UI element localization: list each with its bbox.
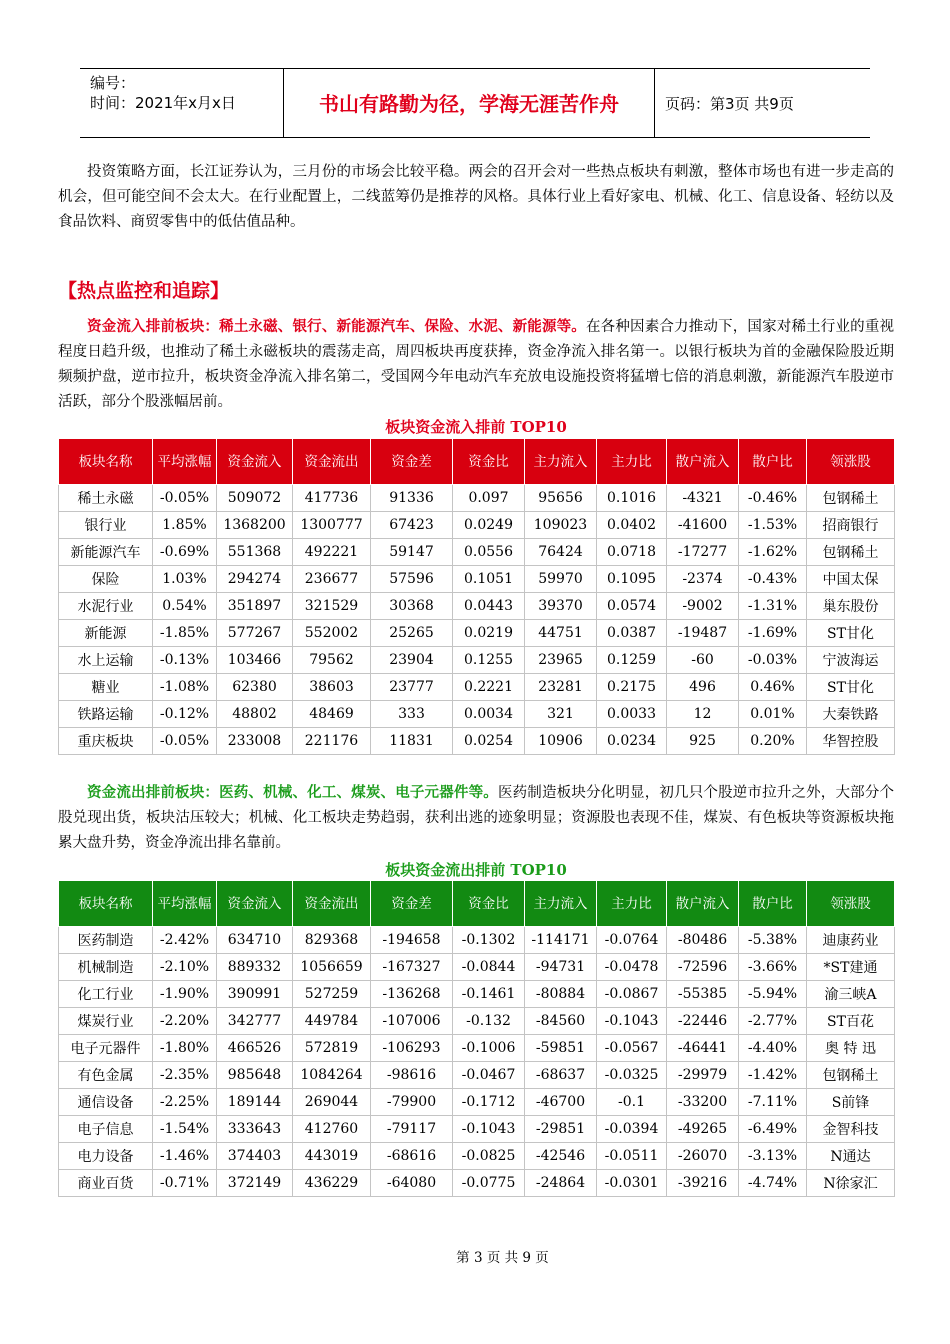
table-cell: 62380: [217, 674, 293, 701]
table-row: [59, 954, 895, 981]
intro-paragraph: 投资策略方面，长江证券认为，三月份的市场会比较平稳。两会的召开会对一些热点板块有刺激，整体市场也有进一步走高的机会，但可能空间不会太大。在行业配置上，二线蓝筹仍是推荐的风格。具体行业上看好家电、机械、化工、信息设备、轻纺以及食品饮料、商贸零售中的低估值品种。: [58, 164, 894, 230]
table-cell: 0.0718: [597, 539, 667, 566]
table-row: [59, 1170, 895, 1197]
table-cell: 527259: [293, 981, 371, 1008]
table-row: [59, 1116, 895, 1143]
table-cell: 23281: [525, 674, 597, 701]
column-header: 主力流入: [525, 881, 597, 927]
table-cell: 铁路运输: [59, 701, 153, 728]
table-cell: 0.0034: [453, 701, 525, 728]
table-cell: -106293: [371, 1035, 453, 1062]
table-cell: -33200: [667, 1089, 739, 1116]
table-cell: 0.0033: [597, 701, 667, 728]
table-cell: -2.35%: [153, 1062, 217, 1089]
table-cell: -68616: [371, 1143, 453, 1170]
table-cell: -22446: [667, 1008, 739, 1035]
column-header: 散户比: [739, 439, 807, 485]
table-row: [59, 674, 895, 701]
table-cell: 0.2221: [453, 674, 525, 701]
table-cell: 0.01%: [739, 701, 807, 728]
table-cell: -80884: [525, 981, 597, 1008]
table-cell: -0.71%: [153, 1170, 217, 1197]
table-cell: 0.46%: [739, 674, 807, 701]
table-cell: 水泥行业: [59, 593, 153, 620]
table-cell: S前锋: [807, 1089, 895, 1116]
table-cell: 59147: [371, 539, 453, 566]
table-cell: -0.0325: [597, 1062, 667, 1089]
inflow-table-title: 板块资金流入排前 TOP10: [385, 418, 567, 436]
table-cell: 0.1016: [597, 485, 667, 512]
table-cell: -72596: [667, 954, 739, 981]
table-cell: 中国太保: [807, 566, 895, 593]
table-row: [59, 512, 895, 539]
column-header: 板块名称: [59, 881, 153, 927]
table-cell: 0.0402: [597, 512, 667, 539]
table-cell: 39370: [525, 593, 597, 620]
table-cell: -0.0844: [453, 954, 525, 981]
table-cell: 11831: [371, 728, 453, 755]
table-cell: 包钢稀土: [807, 539, 895, 566]
table-cell: -2.42%: [153, 927, 217, 954]
table-cell: -6.49%: [739, 1116, 807, 1143]
inflow-text: 在各种因素合力推动下，国家对稀土行业的重视程度日趋升级，也推动了稀土永磁板块的震荡走高，周四板块再度获捧，资金净流入排名第一。以银行板块为首的金融保险股近期频频护盘，逆市拉升，板块资金净流入排名第二，受国网今年电动汽车充放电设施投资将猛增七倍的消息刺激，新能源汽车股逆市活跃，部分个股涨幅居前。: [58, 319, 895, 410]
table-cell: -0.03%: [739, 647, 807, 674]
table-cell: 829368: [293, 927, 371, 954]
column-header: 资金差: [371, 881, 453, 927]
table-cell: -0.43%: [739, 566, 807, 593]
table-cell: -107006: [371, 1008, 453, 1035]
table-cell: -7.11%: [739, 1089, 807, 1116]
table-cell: -4321: [667, 485, 739, 512]
table-cell: -1.80%: [153, 1035, 217, 1062]
table-row: [59, 728, 895, 755]
table-cell: -29851: [525, 1116, 597, 1143]
table-cell: 渝三峡A: [807, 981, 895, 1008]
table-cell: -1.69%: [739, 620, 807, 647]
column-header: 平均涨幅: [153, 881, 217, 927]
table-cell: 374403: [217, 1143, 293, 1170]
table-cell: -94731: [525, 954, 597, 981]
table-cell: -2.25%: [153, 1089, 217, 1116]
table-cell: 迪康药业: [807, 927, 895, 954]
table-cell: -4.40%: [739, 1035, 807, 1062]
table-cell: 492221: [293, 539, 371, 566]
table-cell: 436229: [293, 1170, 371, 1197]
table-cell: -84560: [525, 1008, 597, 1035]
table-cell: 12: [667, 701, 739, 728]
column-header: 散户比: [739, 881, 807, 927]
table-cell: 0.097: [453, 485, 525, 512]
table-cell: 0.2175: [597, 674, 667, 701]
table-cell: 商业百货: [59, 1170, 153, 1197]
table-cell: 925: [667, 728, 739, 755]
table-cell: -0.0394: [597, 1116, 667, 1143]
table-cell: 889332: [217, 954, 293, 981]
table-cell: -46700: [525, 1089, 597, 1116]
table-cell: -19487: [667, 620, 739, 647]
table-cell: 572819: [293, 1035, 371, 1062]
table-cell: -0.1006: [453, 1035, 525, 1062]
table-cell: -26070: [667, 1143, 739, 1170]
table-cell: -0.0301: [597, 1170, 667, 1197]
table-cell: 10906: [525, 728, 597, 755]
table-cell: 1.85%: [153, 512, 217, 539]
table-cell: 233008: [217, 728, 293, 755]
table-cell: -39216: [667, 1170, 739, 1197]
header-divider: [654, 69, 655, 137]
table-cell: -68637: [525, 1062, 597, 1089]
table-cell: -0.1712: [453, 1089, 525, 1116]
table-cell: -1.90%: [153, 981, 217, 1008]
table-cell: -0.0511: [597, 1143, 667, 1170]
table-cell: -0.132: [453, 1008, 525, 1035]
table-cell: 333643: [217, 1116, 293, 1143]
table-cell: -64080: [371, 1170, 453, 1197]
table-cell: 95656: [525, 485, 597, 512]
table-cell: 银行业: [59, 512, 153, 539]
table-cell: 189144: [217, 1089, 293, 1116]
table-cell: 0.0443: [453, 593, 525, 620]
table-cell: 电子信息: [59, 1116, 153, 1143]
table-cell: -0.1: [597, 1089, 667, 1116]
table-cell: -1.53%: [739, 512, 807, 539]
table-cell: 412760: [293, 1116, 371, 1143]
table-cell: 23965: [525, 647, 597, 674]
table-cell: 通信设备: [59, 1089, 153, 1116]
table-cell: 华智控股: [807, 728, 895, 755]
table-cell: 糖业: [59, 674, 153, 701]
column-header: 资金流入: [217, 439, 293, 485]
table-cell: 103466: [217, 647, 293, 674]
table-cell: -3.66%: [739, 954, 807, 981]
table-cell: -0.0775: [453, 1170, 525, 1197]
table-cell: 奥 特 迅: [807, 1035, 895, 1062]
table-cell: 包钢稀土: [807, 1062, 895, 1089]
table-cell: 0.1051: [453, 566, 525, 593]
table-cell: 电子元器件: [59, 1035, 153, 1062]
table-cell: -0.0478: [597, 954, 667, 981]
page-header: [80, 68, 870, 138]
table-cell: -79117: [371, 1116, 453, 1143]
column-header: 主力比: [597, 881, 667, 927]
table-cell: 煤炭行业: [59, 1008, 153, 1035]
table-cell: 重庆板块: [59, 728, 153, 755]
table-cell: -0.0567: [597, 1035, 667, 1062]
table-cell: -0.0867: [597, 981, 667, 1008]
table-cell: 372149: [217, 1170, 293, 1197]
table-cell: 390991: [217, 981, 293, 1008]
table-row: [59, 539, 895, 566]
table-cell: 0.0556: [453, 539, 525, 566]
table-row: [59, 1062, 895, 1089]
section-title: 【热点监控和追踪】: [58, 280, 230, 302]
table-cell: 宁波海运: [807, 647, 895, 674]
table-cell: -0.13%: [153, 647, 217, 674]
table-cell: -46441: [667, 1035, 739, 1062]
table-cell: -0.69%: [153, 539, 217, 566]
table-cell: -1.85%: [153, 620, 217, 647]
table-cell: 医药制造: [59, 927, 153, 954]
table-cell: -3.13%: [739, 1143, 807, 1170]
table-cell: -60: [667, 647, 739, 674]
table-cell: -1.31%: [739, 593, 807, 620]
table-cell: 57596: [371, 566, 453, 593]
table-cell: 985648: [217, 1062, 293, 1089]
table-cell: 巢东股份: [807, 593, 895, 620]
table-cell: -29979: [667, 1062, 739, 1089]
table-row: [59, 927, 895, 954]
table-cell: 大秦铁路: [807, 701, 895, 728]
table-cell: 化工行业: [59, 981, 153, 1008]
table-cell: -0.1302: [453, 927, 525, 954]
column-header: 领涨股: [807, 881, 895, 927]
table-cell: 321529: [293, 593, 371, 620]
table-cell: 1300777: [293, 512, 371, 539]
doc-time-label: 时间：2021年x月x日: [90, 94, 236, 112]
table-cell: 有色金属: [59, 1062, 153, 1089]
table-cell: 236677: [293, 566, 371, 593]
table-cell: 496: [667, 674, 739, 701]
table-cell: 38603: [293, 674, 371, 701]
table-cell: ST百花: [807, 1008, 895, 1035]
inflow-paragraph: [58, 314, 894, 415]
page-footer: 第 3 页 共 9 页: [456, 1250, 549, 1266]
column-header: 平均涨幅: [153, 439, 217, 485]
table-cell: -2.77%: [739, 1008, 807, 1035]
column-header: 资金流出: [293, 439, 371, 485]
table-cell: 0.0249: [453, 512, 525, 539]
table-cell: 417736: [293, 485, 371, 512]
table-row: [59, 566, 895, 593]
table-cell: 109023: [525, 512, 597, 539]
header-meta: [90, 73, 285, 113]
table-cell: -0.0764: [597, 927, 667, 954]
table-cell: -0.0825: [453, 1143, 525, 1170]
table-cell: 342777: [217, 1008, 293, 1035]
table-row: [59, 620, 895, 647]
table-row: [59, 1089, 895, 1116]
table-cell: 新能源: [59, 620, 153, 647]
table-cell: 76424: [525, 539, 597, 566]
table-cell: -5.38%: [739, 927, 807, 954]
table-cell: 保险: [59, 566, 153, 593]
table-cell: 0.0234: [597, 728, 667, 755]
column-header: 散户流入: [667, 881, 739, 927]
table-cell: -79900: [371, 1089, 453, 1116]
table-cell: 稀土永磁: [59, 485, 153, 512]
inflow-table: [58, 438, 895, 755]
table-cell: 0.0219: [453, 620, 525, 647]
table-cell: 0.1095: [597, 566, 667, 593]
table-cell: -2.20%: [153, 1008, 217, 1035]
table-cell: -167327: [371, 954, 453, 981]
column-header: 主力比: [597, 439, 667, 485]
table-cell: 221176: [293, 728, 371, 755]
table-cell: -0.0467: [453, 1062, 525, 1089]
table-cell: 1368200: [217, 512, 293, 539]
table-cell: N徐家汇: [807, 1170, 895, 1197]
table-cell: -42546: [525, 1143, 597, 1170]
table-cell: 0.0254: [453, 728, 525, 755]
doc-number-label: 编号：: [90, 74, 136, 92]
outflow-paragraph: [58, 780, 894, 856]
header-page-info: 页码：第3页 共9页: [665, 95, 794, 113]
table-cell: 48469: [293, 701, 371, 728]
table-row: [59, 701, 895, 728]
table-cell: -0.1043: [453, 1116, 525, 1143]
table-cell: 机械制造: [59, 954, 153, 981]
column-header: 资金差: [371, 439, 453, 485]
table-cell: 509072: [217, 485, 293, 512]
table-row: [59, 485, 895, 512]
table-cell: 金智科技: [807, 1116, 895, 1143]
column-header: 资金流出: [293, 881, 371, 927]
table-cell: -1.42%: [739, 1062, 807, 1089]
table-cell: 0.0574: [597, 593, 667, 620]
table-cell: 294274: [217, 566, 293, 593]
outflow-lead: 资金流出排前板块：医药、机械、化工、煤炭、电子元器件等。: [87, 784, 498, 801]
table-cell: 水上运输: [59, 647, 153, 674]
table-cell: -5.94%: [739, 981, 807, 1008]
table-cell: 333: [371, 701, 453, 728]
table-cell: -114171: [525, 927, 597, 954]
table-cell: -24864: [525, 1170, 597, 1197]
table-cell: 1056659: [293, 954, 371, 981]
outflow-table: [58, 880, 895, 1197]
table-row: [59, 981, 895, 1008]
table-cell: 0.1255: [453, 647, 525, 674]
table-cell: 招商银行: [807, 512, 895, 539]
table-cell: 551368: [217, 539, 293, 566]
table-cell: ST甘化: [807, 620, 895, 647]
table-cell: 59970: [525, 566, 597, 593]
table-cell: -1.08%: [153, 674, 217, 701]
table-cell: 0.54%: [153, 593, 217, 620]
table-cell: 321: [525, 701, 597, 728]
table-cell: 577267: [217, 620, 293, 647]
table-cell: -0.05%: [153, 485, 217, 512]
column-header: 资金比: [453, 439, 525, 485]
table-cell: -2.10%: [153, 954, 217, 981]
table-cell: 449784: [293, 1008, 371, 1035]
column-header: 资金比: [453, 881, 525, 927]
table-cell: 466526: [217, 1035, 293, 1062]
table-cell: *ST建通: [807, 954, 895, 981]
table-cell: -1.46%: [153, 1143, 217, 1170]
table-cell: 1084264: [293, 1062, 371, 1089]
table-cell: -98616: [371, 1062, 453, 1089]
table-cell: -0.05%: [153, 728, 217, 755]
table-cell: 新能源汽车: [59, 539, 153, 566]
table-row: [59, 593, 895, 620]
column-header: 领涨股: [807, 439, 895, 485]
header-motto: 书山有路勤为径，学海无涯苦作舟: [319, 92, 619, 116]
table-cell: 79562: [293, 647, 371, 674]
outflow-table-title: 板块资金流出排前 TOP10: [385, 861, 567, 879]
table-cell: -59851: [525, 1035, 597, 1062]
table-row: [59, 1035, 895, 1062]
table-cell: 552002: [293, 620, 371, 647]
table-row: [59, 1143, 895, 1170]
table-cell: 23777: [371, 674, 453, 701]
table-cell: 351897: [217, 593, 293, 620]
table-cell: ST甘化: [807, 674, 895, 701]
table-cell: 269044: [293, 1089, 371, 1116]
table-cell: -4.74%: [739, 1170, 807, 1197]
table-cell: 91336: [371, 485, 453, 512]
table-cell: -0.1043: [597, 1008, 667, 1035]
table-cell: -17277: [667, 539, 739, 566]
table-cell: 0.1259: [597, 647, 667, 674]
table-row: [59, 647, 895, 674]
table-cell: -194658: [371, 927, 453, 954]
table-cell: 1.03%: [153, 566, 217, 593]
table-cell: 44751: [525, 620, 597, 647]
table-cell: -0.46%: [739, 485, 807, 512]
table-cell: -80486: [667, 927, 739, 954]
column-header: 板块名称: [59, 439, 153, 485]
column-header: 主力流入: [525, 439, 597, 485]
table-cell: 电力设备: [59, 1143, 153, 1170]
table-cell: 0.0387: [597, 620, 667, 647]
table-cell: -2374: [667, 566, 739, 593]
table-cell: -1.54%: [153, 1116, 217, 1143]
table-cell: -136268: [371, 981, 453, 1008]
table-cell: 包钢稀土: [807, 485, 895, 512]
table-cell: -55385: [667, 981, 739, 1008]
table-cell: -0.1461: [453, 981, 525, 1008]
table-row: [59, 1008, 895, 1035]
inflow-lead: 资金流入排前板块：稀土永磁、银行、新能源汽车、保险、水泥、新能源等。: [87, 318, 586, 335]
table-cell: -1.62%: [739, 539, 807, 566]
table-cell: -41600: [667, 512, 739, 539]
table-cell: -0.12%: [153, 701, 217, 728]
table-cell: 443019: [293, 1143, 371, 1170]
table-cell: 23904: [371, 647, 453, 674]
outflow-text: 医药制造板块分化明显，初几只个股逆市拉升之外，大部分个股兑现出货，板块沽压较大；机械、化工板块走势趋弱，获利出逃的迹象明显；资源股也表现不佳，煤炭、有色板块等资源板块拖累大盘升势，资金净流出排名靠前。: [58, 785, 895, 851]
column-header: 散户流入: [667, 439, 739, 485]
table-cell: N通达: [807, 1143, 895, 1170]
table-cell: -49265: [667, 1116, 739, 1143]
table-cell: 25265: [371, 620, 453, 647]
table-cell: 48802: [217, 701, 293, 728]
table-cell: -9002: [667, 593, 739, 620]
table-cell: 30368: [371, 593, 453, 620]
table-cell: 0.20%: [739, 728, 807, 755]
table-cell: 634710: [217, 927, 293, 954]
table-cell: 67423: [371, 512, 453, 539]
column-header: 资金流入: [217, 881, 293, 927]
